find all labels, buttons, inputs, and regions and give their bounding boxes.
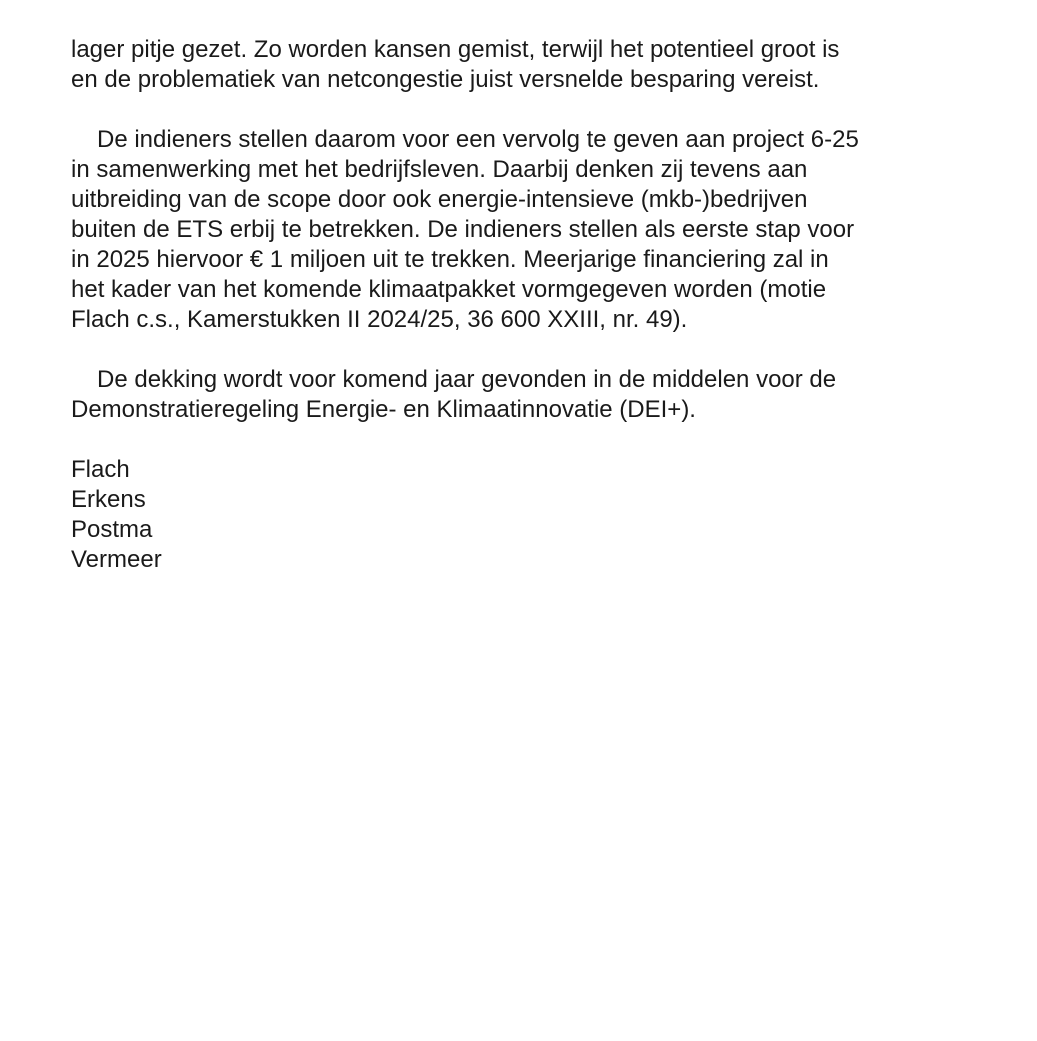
document-page — [71, 35, 971, 575]
text-line: buiten de ETS erbij te betrekken. De indieners stellen als eerste stap voor — [71, 216, 855, 243]
paragraph-continuation — [71, 35, 971, 95]
text-line: en de problematiek van netcongestie juist versnelde besparing vereist. — [71, 66, 820, 93]
text-line: uitbreiding van de scope door ook energie-intensieve (mkb-)bedrijven — [71, 186, 808, 213]
signatory-name: Vermeer — [71, 546, 162, 573]
text-line: Demonstratieregeling Energie- en Klimaatinnovatie (DEI+). — [71, 396, 696, 423]
signatory-name: Erkens — [71, 486, 146, 513]
paragraph-gap — [71, 95, 971, 125]
paragraph-gap — [71, 335, 971, 365]
text-line: De indieners stellen daarom voor een vervolg te geven aan project 6-25 — [97, 126, 859, 153]
text-line: De dekking wordt voor komend jaar gevonden in de middelen voor de — [97, 366, 837, 393]
paragraph-proposal — [71, 125, 971, 335]
text-line: lager pitje gezet. Zo worden kansen gemist, terwijl het potentieel groot is — [71, 36, 840, 63]
paragraph-coverage — [71, 365, 971, 425]
text-line: Flach c.s., Kamerstukken II 2024/25, 36 600 XXIII, nr. 49). — [71, 306, 688, 333]
text-line: in samenwerking met het bedrijfsleven. Daarbij denken zij tevens aan — [71, 156, 808, 183]
signatory-name: Flach — [71, 456, 130, 483]
text-line: het kader van het komende klimaatpakket vormgegeven worden (motie — [71, 276, 827, 303]
text-line: in 2025 hiervoor € 1 miljoen uit te trekken. Meerjarige financiering zal in — [71, 246, 829, 273]
signatories-list — [71, 455, 971, 575]
signatory-name: Postma — [71, 516, 153, 543]
paragraph-gap — [71, 425, 971, 455]
